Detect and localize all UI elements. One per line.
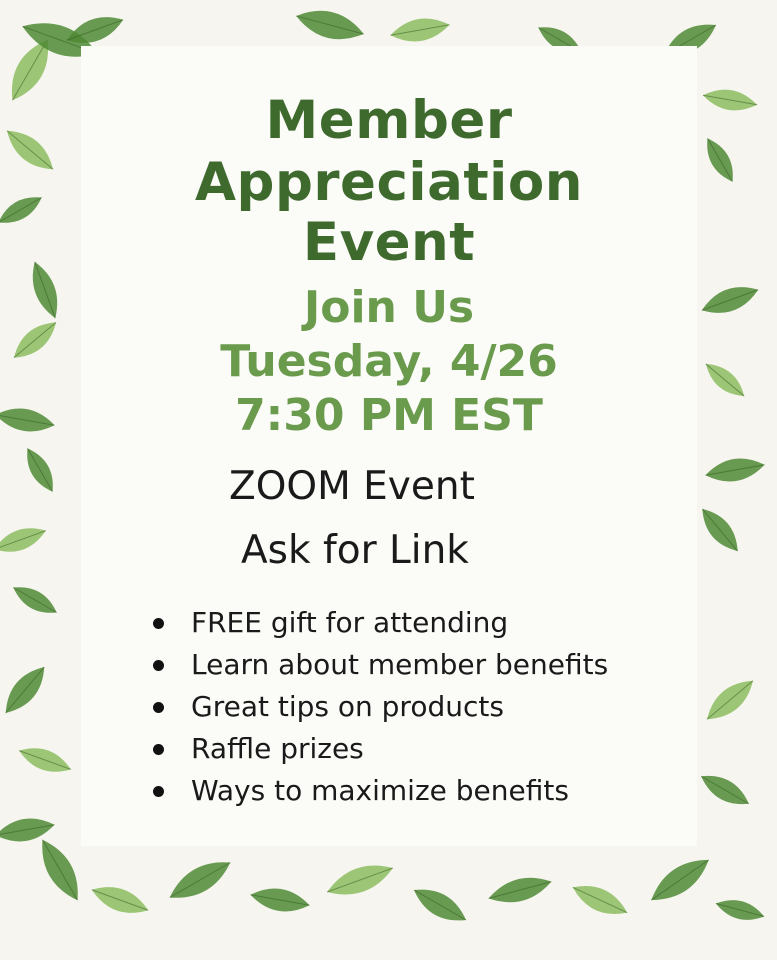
leaf-vein [651,860,708,900]
ask-for-link-line: Ask for Link [241,528,469,573]
leaf-icon [0,190,46,231]
leaf-icon [0,404,56,436]
title-line-2: Appreciation [195,152,583,213]
bullet-icon [153,618,164,629]
leaf-icon [0,814,56,846]
event-date-line: Tuesday, 4/26 [220,336,558,387]
leaf-vein [14,322,56,357]
leaf-vein [6,667,45,713]
zoom-event-line: ZOOM Event [229,464,475,509]
bullet-icon [153,744,164,755]
leaf-vein [702,509,737,551]
leaf-vein [707,681,753,720]
join-us-line: Join Us [303,282,475,333]
leaf-vein [706,364,744,396]
bullet-icon [153,786,164,797]
leaf-vein [7,131,53,170]
title-line-3: Event [302,212,476,273]
leaf-icon [0,521,49,559]
title-line-1: Member [265,90,513,151]
flyer-card: Member Appreciation Event Join Us Tuesday, 4/26 7:30 PM EST ZOOM Event Ask for Link FREE gift for attending Learn about member benefits Great tips on products Raffle prizes Ways to maximize benefits [81,46,697,846]
bullet-icon [153,702,164,713]
event-time-line: 7:30 PM EST [235,390,543,441]
bullet-icon [153,660,164,671]
